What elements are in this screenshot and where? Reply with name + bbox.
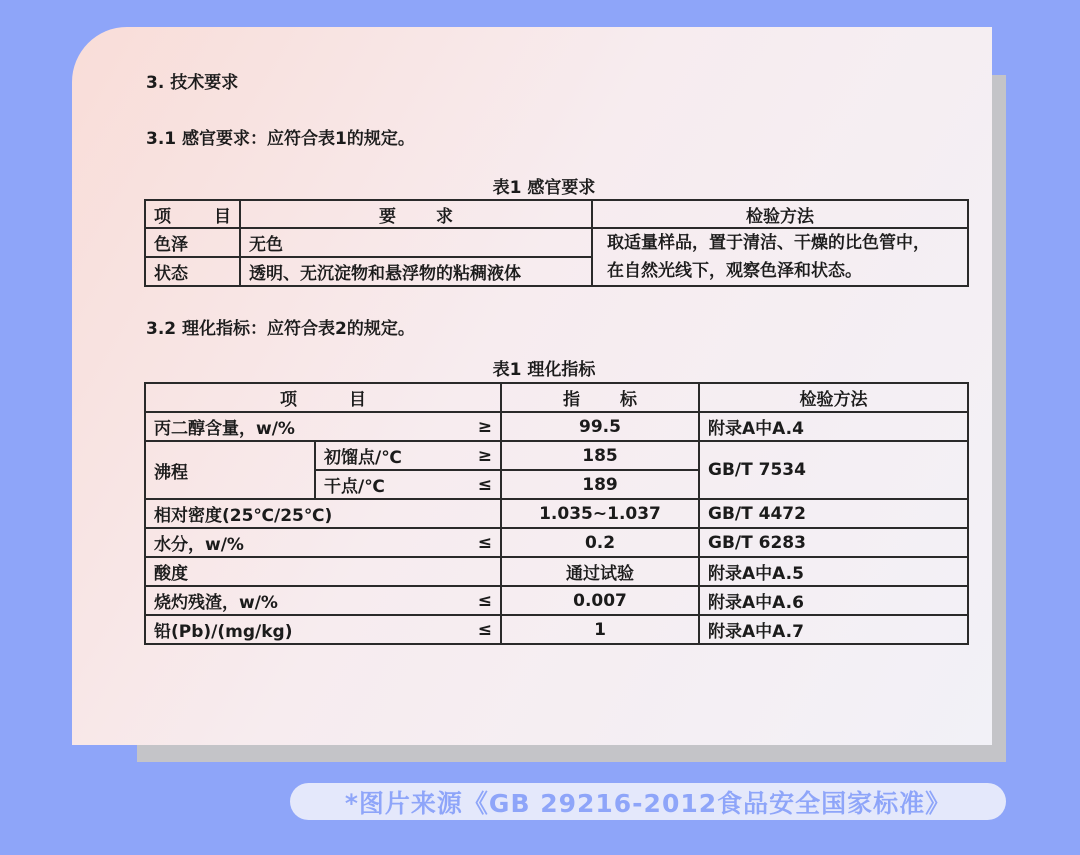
- table-row: [145, 557, 968, 586]
- comparison-symbol: ≤: [477, 474, 492, 495]
- header-item-a: 项: [280, 390, 297, 410]
- sensory-table: [144, 199, 969, 287]
- comparison-symbol: ≥: [477, 445, 492, 466]
- cell-item: 状态: [145, 257, 240, 286]
- table-row: [145, 615, 968, 644]
- cell-value: 1: [501, 615, 699, 644]
- method-line-1: 取适量样品，置于清洁、干燥的比色管中，: [607, 233, 930, 253]
- cell-item: [145, 586, 501, 615]
- table-row: [145, 412, 968, 441]
- cell-item: 色泽: [145, 228, 240, 257]
- section-3-heading: 3. 技术要求: [146, 73, 239, 93]
- cell-method: 附录A中A.5: [699, 557, 968, 586]
- method-line-2: 在自然光线下，观察色泽和状态。: [607, 261, 862, 281]
- header-item: [145, 383, 501, 412]
- item-label: 丙二醇含量，w/%: [154, 419, 295, 439]
- table-header-row: [145, 383, 968, 412]
- cell-method: [592, 228, 968, 286]
- table-row: [145, 441, 968, 470]
- item-label: 相对密度(25℃/25℃): [154, 506, 333, 526]
- table-header-row: [145, 200, 968, 228]
- comparison-symbol: ≤: [477, 590, 492, 611]
- item-label: 酸度: [154, 564, 188, 584]
- cell-item: [145, 499, 501, 528]
- header-requirement: [240, 200, 592, 228]
- cell-value: 99.5: [501, 412, 699, 441]
- section-3-2-heading: 3.2 理化指标：应符合表2的规定。: [146, 319, 415, 339]
- physicochemical-table: [144, 382, 969, 645]
- cell-value: 0.007: [501, 586, 699, 615]
- subitem-label: 干点/℃: [324, 477, 385, 497]
- header-req-b: 求: [436, 206, 453, 227]
- header-item: [145, 200, 240, 228]
- table1-caption: 表1 感官要求: [492, 178, 596, 198]
- subitem-label: 初馏点/℃: [324, 448, 402, 468]
- section-3-1-heading: 3.1 感官要求：应符合表1的规定。: [146, 129, 415, 149]
- header-item-b: 目: [214, 206, 231, 227]
- cell-item: [145, 528, 501, 557]
- table-row: [145, 586, 968, 615]
- comparison-symbol: ≥: [477, 416, 492, 437]
- cell-method: 附录A中A.7: [699, 615, 968, 644]
- cell-value: 1.035~1.037: [501, 499, 699, 528]
- source-caption: *图片来源《GB 29216-2012食品安全国家标准》: [290, 783, 1006, 820]
- header-ind-a: 指: [563, 390, 580, 410]
- cell-method: 附录A中A.6: [699, 586, 968, 615]
- header-item-b: 目: [349, 390, 366, 410]
- cell-item: [145, 615, 501, 644]
- cell-requirement: 无色: [240, 228, 592, 257]
- comparison-symbol: ≤: [477, 619, 492, 640]
- cell-value: 185: [501, 441, 699, 470]
- cell-value: 189: [501, 470, 699, 499]
- header-indicator: [501, 383, 699, 412]
- document-card: [72, 27, 992, 745]
- cell-subitem: [315, 470, 501, 499]
- item-label: 水分，w/%: [154, 535, 244, 555]
- cell-item: 沸程: [145, 441, 315, 499]
- cell-method: GB/T 6283: [699, 528, 968, 557]
- cell-value: 0.2: [501, 528, 699, 557]
- cell-item: [145, 557, 501, 586]
- table-row: [145, 499, 968, 528]
- header-item-a: 项: [154, 206, 171, 227]
- comparison-symbol: ≤: [477, 532, 492, 553]
- item-label: 铅(Pb)/(mg/kg): [154, 622, 293, 642]
- cell-value: 通过试验: [501, 557, 699, 586]
- cell-method: GB/T 7534: [699, 441, 968, 499]
- cell-method: 附录A中A.4: [699, 412, 968, 441]
- cell-subitem: [315, 441, 501, 470]
- header-ind-b: 标: [620, 390, 637, 410]
- header-method: 检验方法: [592, 200, 968, 228]
- cell-method: GB/T 4472: [699, 499, 968, 528]
- header-req-a: 要: [379, 206, 396, 227]
- table-row: [145, 228, 968, 257]
- cell-item: [145, 412, 501, 441]
- header-method: 检验方法: [699, 383, 968, 412]
- cell-requirement: 透明、无沉淀物和悬浮物的粘稠液体: [240, 257, 592, 286]
- table2-caption: 表1 理化指标: [492, 360, 596, 380]
- table-row: [145, 528, 968, 557]
- item-label: 烧灼残渣，w/%: [154, 593, 278, 613]
